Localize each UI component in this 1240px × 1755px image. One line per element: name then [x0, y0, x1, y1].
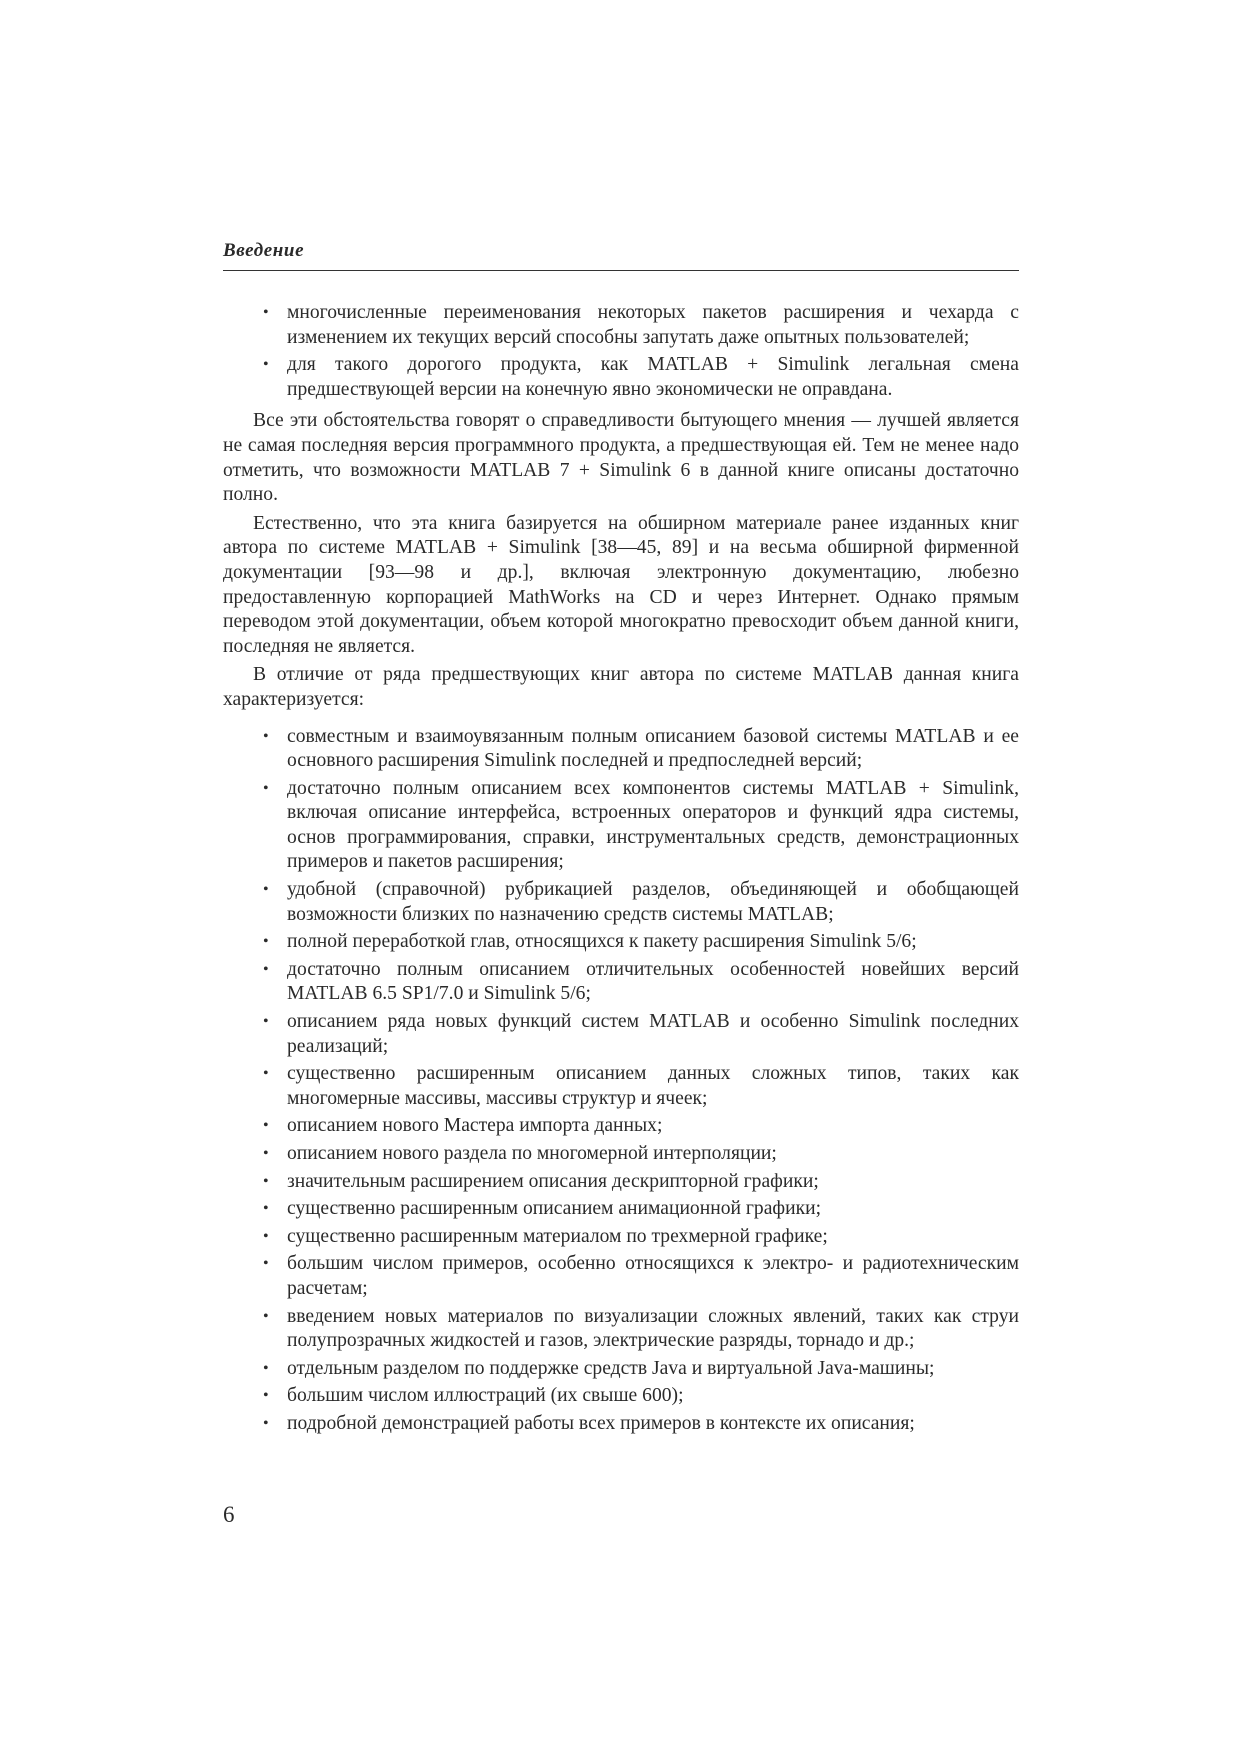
bullet-list-features — [223, 725, 1019, 1437]
list-item: • полной переработкой глав, относящихся к пакету расширения Simulink 5/6; — [223, 930, 1019, 955]
list-item: • описанием ряда новых функций систем MATLAB и особенно Simulink последних реализаций; — [223, 1010, 1019, 1059]
list-item: • для такого дорогого продукта, как MATLAB + Simulink легальная смена предшествующей версии на конечную явно экономически не оправдана. — [223, 353, 1019, 402]
list-item: • удобной (справочной) рубрикацией разделов, объединяющей и обобщающей возможности близких по назначению средств системы MATLAB; — [223, 878, 1019, 927]
list-item: • существенно расширенным описанием анимационной графики; — [223, 1197, 1019, 1222]
list-item: • большим числом примеров, особенно относящихся к электро- и радиотехническим расчетам; — [223, 1252, 1019, 1301]
list-item: • подробной демонстрацией работы всех примеров в контексте их описания; — [223, 1412, 1019, 1437]
list-item: • достаточно полным описанием отличительных особенностей новейших версий MATLAB 6.5 SP1/7.0 и Simulink 5/6; — [223, 958, 1019, 1007]
running-head — [223, 240, 1019, 271]
list-item: • введением новых материалов по визуализации сложных явлений, таких как струи полупрозрачных жидкостей и газов, электрические разряды, торнадо и др.; — [223, 1305, 1019, 1354]
list-item: • достаточно полным описанием всех компонентов системы MATLAB + Simulink, включая описание интерфейса, встроенных операторов и функций ядра системы, основ программирования, справки, инструментальных средств, демонстрационных примеров и пакетов расширения; — [223, 777, 1019, 875]
list-item: • большим числом иллюстраций (их свыше 600); — [223, 1384, 1019, 1409]
paragraph: Все эти обстоятельства говорят о справедливости бытующего мнения — лучшей является не самая последняя версия программного продукта, а предшествующая ей. Тем не менее надо отметить, что возможности MATLAB 7 + Simulink 6 в данной книге описаны достаточно полно. — [223, 410, 1019, 506]
paragraph: Естественно, что эта книга базируется на обширном материале ранее изданных книг автора по системе MATLAB + Simulink [38—45, 89] и на весьма обширной фирменной документации [93—98 и др.], включая электронную документацию, любезно предоставленную корпорацией MathWorks на CD и через Интернет. Однако прямым переводом этой документации, объем которой многократно превосходит объем данной книги, последняя не является. — [223, 512, 1019, 657]
list-item: • значительным расширением описания дескрипторной графики; — [223, 1170, 1019, 1195]
book-page — [223, 0, 1019, 1755]
bullet-list-top — [223, 301, 1019, 402]
body-text — [223, 301, 1019, 1440]
list-item: • совместным и взаимоувязанным полным описанием базовой системы MATLAB и ее основного расширения Simulink последней и предпоследней версий; — [223, 725, 1019, 774]
list-item: • существенно расширенным описанием данных сложных типов, таких как многомерные массивы, массивы структур и ячеек; — [223, 1062, 1019, 1111]
list-item: • описанием нового Мастера импорта данных; — [223, 1114, 1019, 1139]
list-item: • отдельным разделом по поддержке средств Java и виртуальной Java-машины; — [223, 1357, 1019, 1382]
page-number: 6 — [223, 1502, 235, 1527]
list-item: • существенно расширенным материалом по трехмерной графике; — [223, 1225, 1019, 1250]
paragraph: В отличие от ряда предшествующих книг автора по системе MATLAB данная книга характеризуется: — [223, 664, 1019, 710]
list-item: • многочисленные переименования некоторых пакетов расширения и чехарда с изменением их текущих версий способны запутать даже опытных пользователей; — [223, 301, 1019, 350]
chapter-title: Введение — [223, 240, 305, 261]
list-item: • описанием нового раздела по многомерной интерполяции; — [223, 1142, 1019, 1167]
